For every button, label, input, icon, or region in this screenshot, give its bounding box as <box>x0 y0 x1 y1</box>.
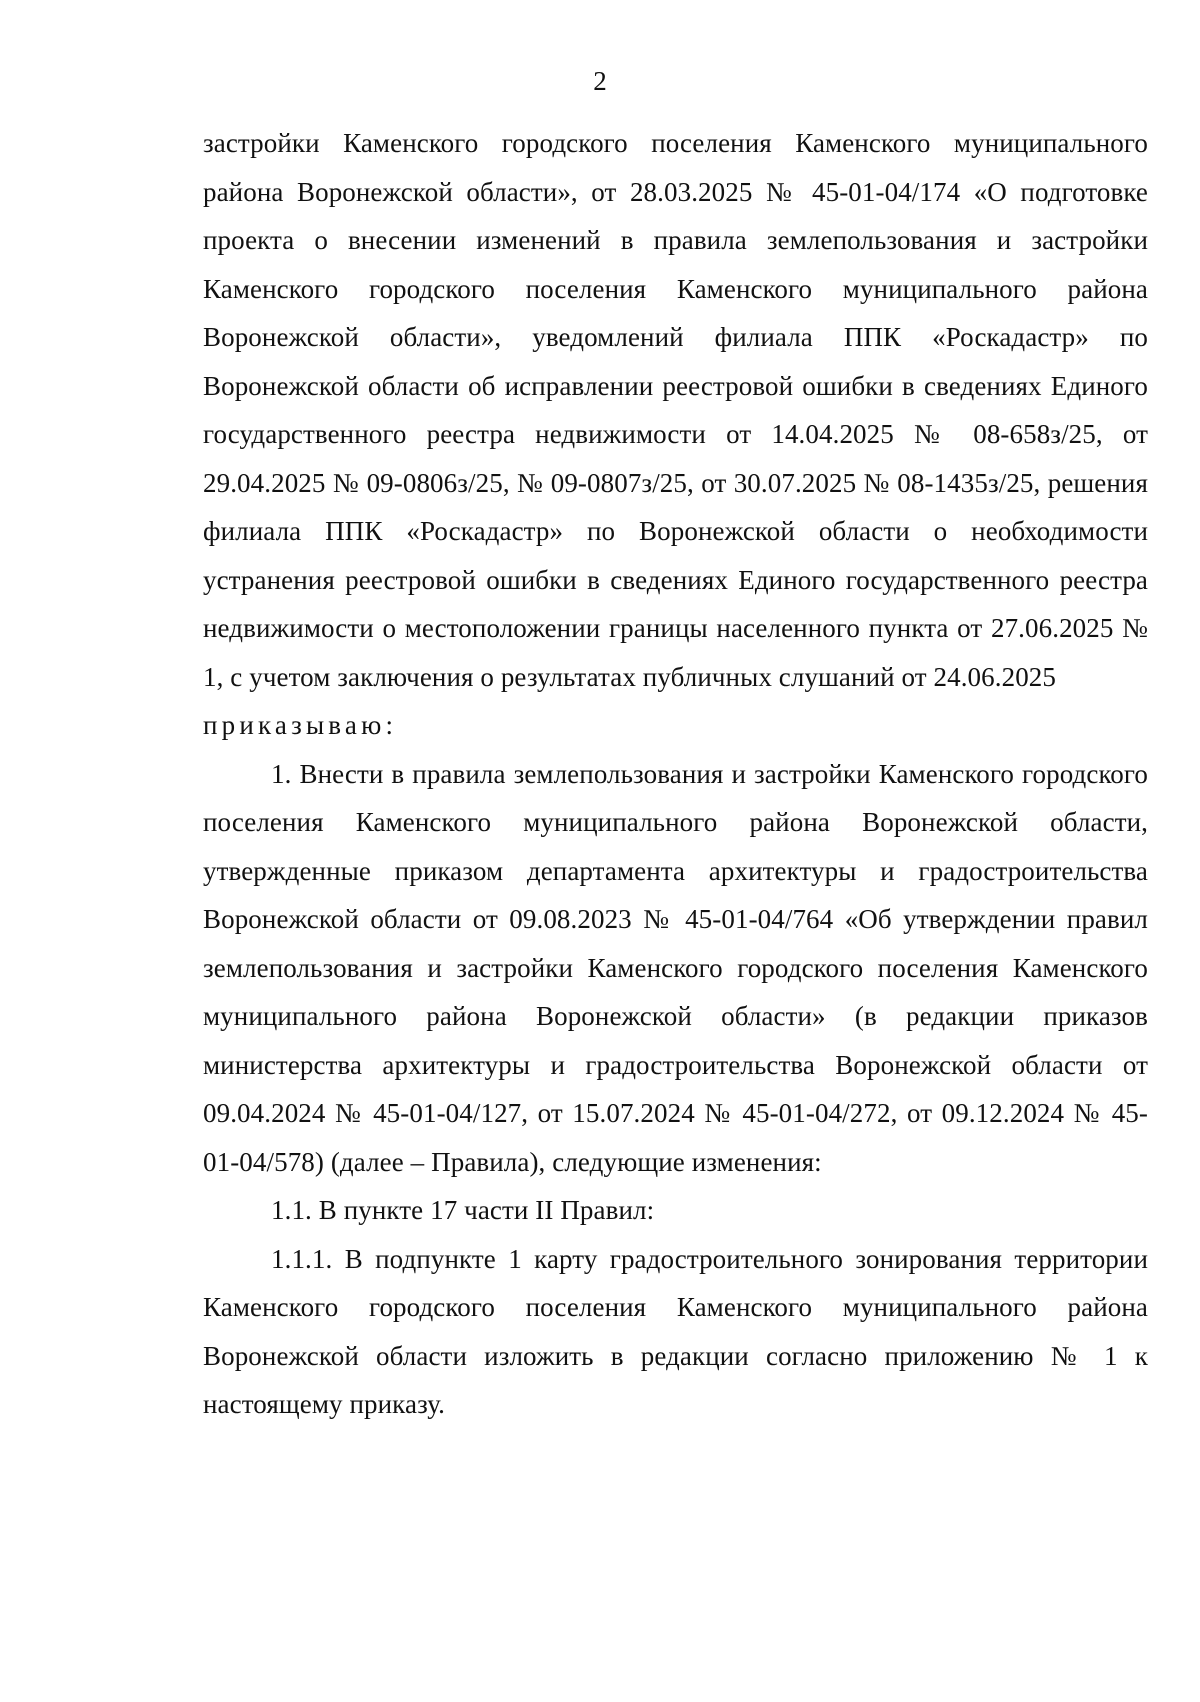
paragraph-order-word: приказываю: <box>203 710 398 740</box>
paragraph-item-1: 1. Внести в правила землепользования и застройки Каменского городского поселения Каменского муниципального района Воронежской области, утвержденные приказом департамента архитектуры и градостроительства Воронежской области от 09.08.2023 № 45-01-04/764 «Об утверждении правил землепользования и застройки Каменского городского поселения Каменского муниципального района Воронежской области» (в редакции приказов министерства архитектуры и градостроительства Воронежской области от 09.04.2024 № 45-01-04/127, от 15.07.2024 № 45-01-04/272, от 09.12.2024 № 45-01-04/578) (далее – Правила), следующие изменения: <box>203 758 1148 1177</box>
paragraph-item-1-1: 1.1. В пункте 17 части II Правил: <box>271 1195 655 1225</box>
document-body <box>203 119 1148 1429</box>
page-number: 2 <box>593 66 607 96</box>
paragraph-preamble: застройки Каменского городского поселения Каменского муниципального района Воронежской области», от 28.03.2025 № 45-01-04/174 «О подготовке проекта о внесении изменений в правила землепользования и застройки Каменского городского поселения Каменского муниципального района Воронежской области», уведомлений филиала ППК «Роскадастр» по Воронежской области об исправлении реестровой ошибки в сведениях Единого государственного реестра недвижимости от 14.04.2025 № 08-658з/25, от 29.04.2025 № 09-0806з/25, № 09-0807з/25, от 30.07.2025 № 08-1435з/25, решения филиала ППК «Роскадастр» по Воронежской области о необходимости устранения реестровой ошибки в сведениях Единого государственного реестра недвижимости о местоположении границы населенного пункта от 27.06.2025 № 1, с учетом заключения о результатах публичных слушаний от 24.06.2025 <box>203 128 1148 692</box>
paragraph-item-1-1-1: 1.1.1. В подпункте 1 карту градостроительного зонирования территории Каменского городского поселения Каменского муниципального района Воронежской области изложить в редакции согласно приложению № 1 к настоящему приказу. <box>203 1243 1148 1419</box>
